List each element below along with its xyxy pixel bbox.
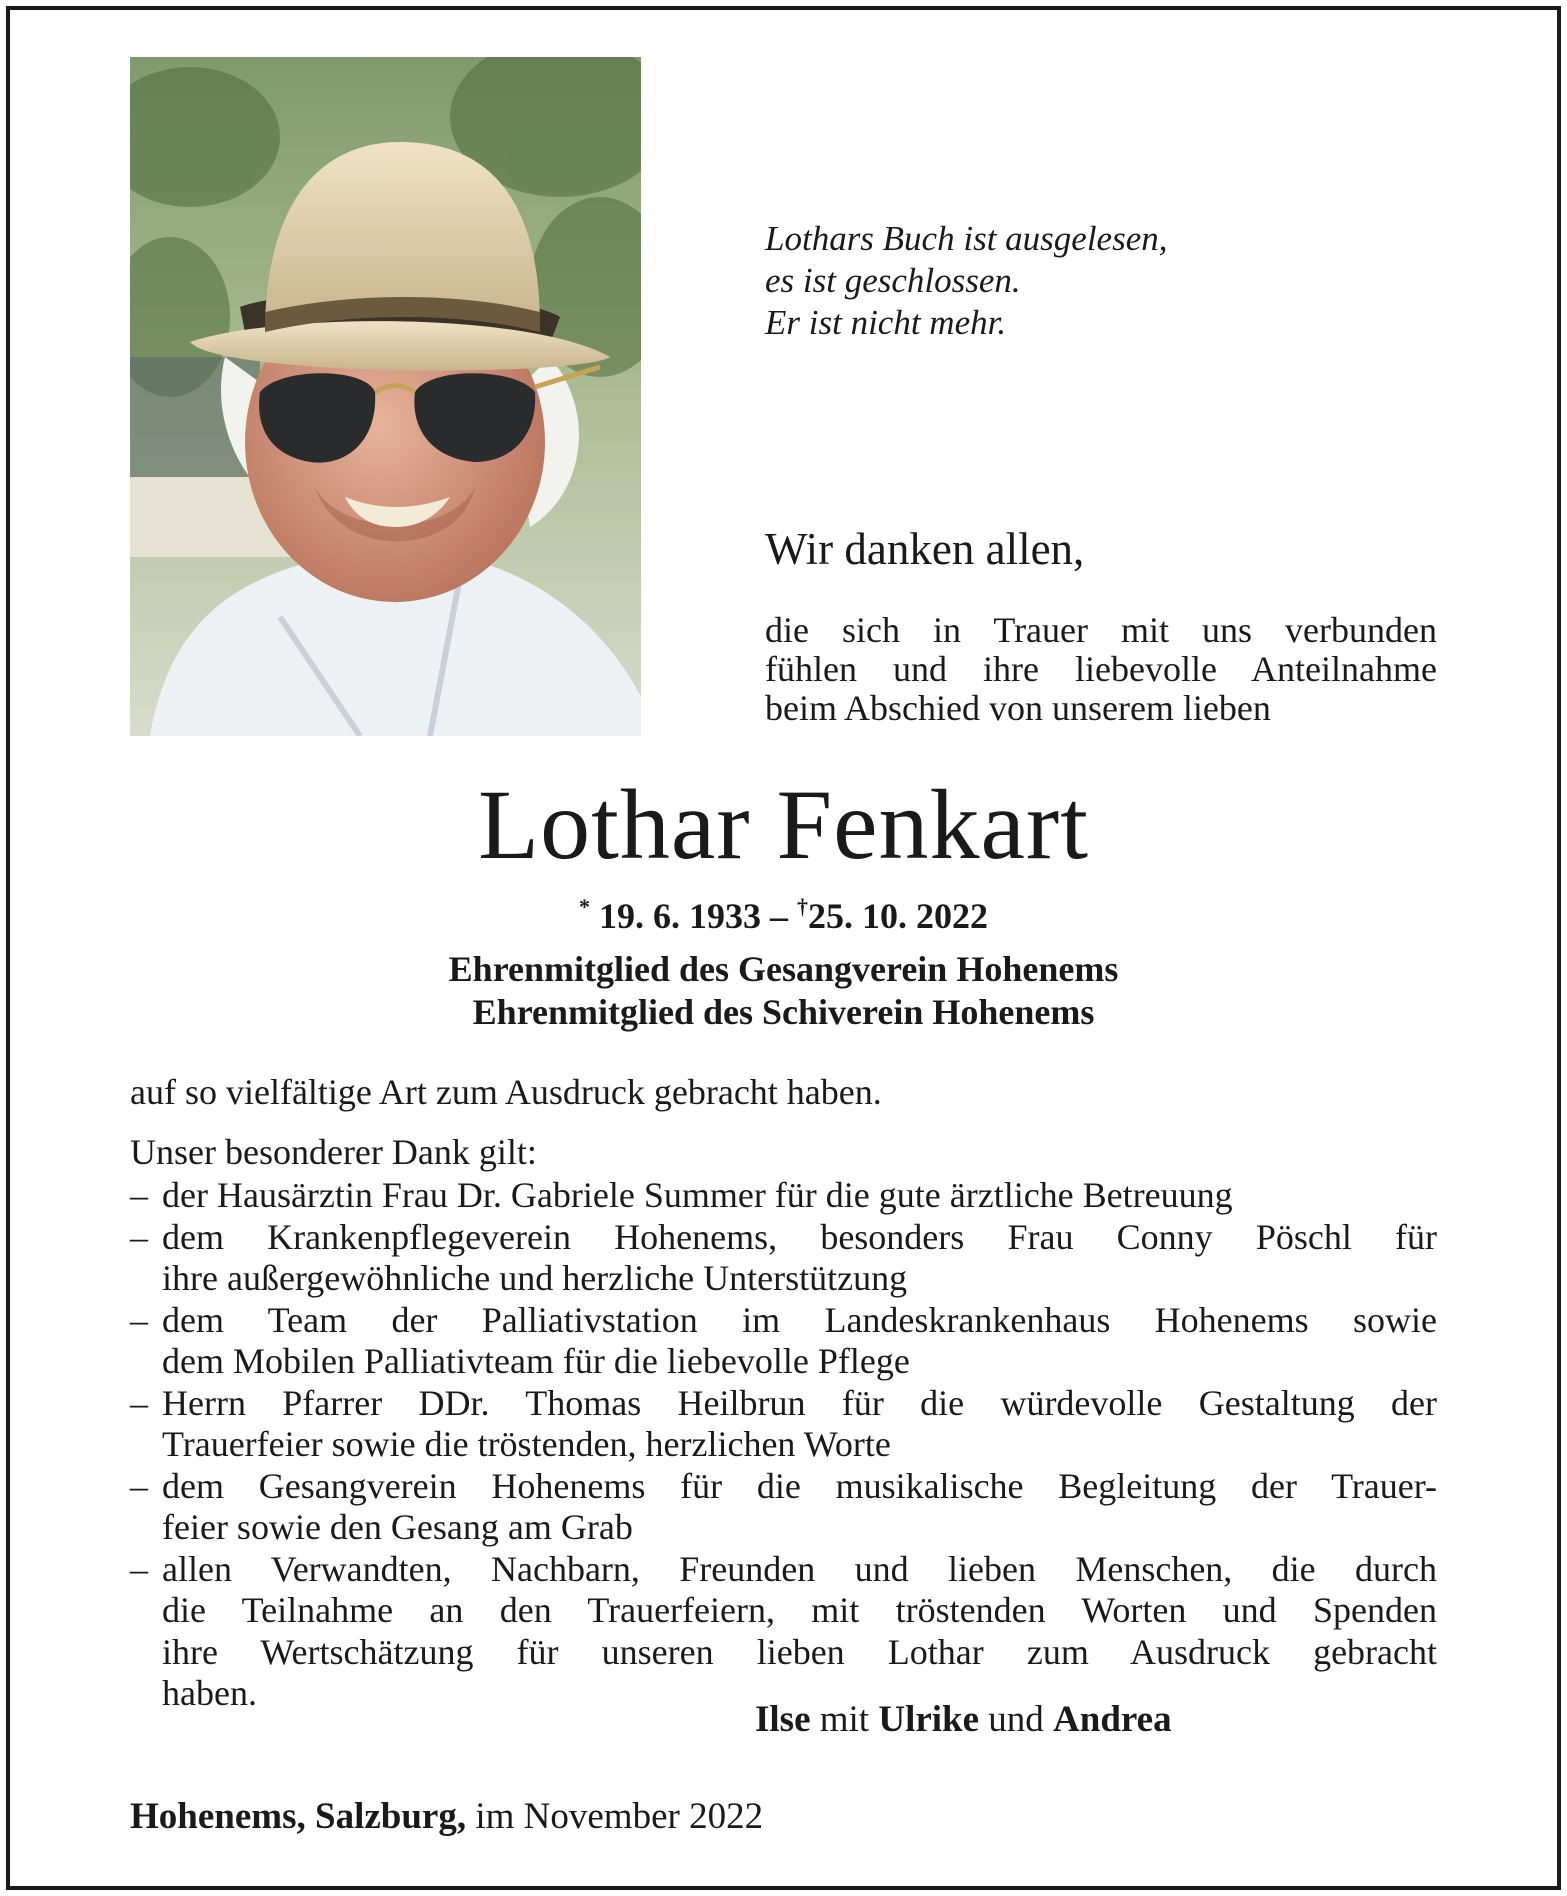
list-dash: – (130, 1382, 148, 1423)
signers (755, 1698, 1172, 1742)
thanks-list-item (130, 1383, 1437, 1466)
thanks-item-line: ihre außergewöhnliche und herzliche Unterstützung (162, 1258, 908, 1298)
thanks-line: die sich in Trauer mit uns verbunden (765, 610, 1437, 650)
thanks-item-line: dem Mobilen Palliativteam für die liebevolle Pflege (162, 1341, 910, 1381)
list-dash: – (130, 1299, 148, 1340)
honor-line: Ehrenmitglied des Gesangverein Hohenems (448, 949, 1119, 989)
thanks-list-item (130, 1217, 1437, 1300)
thanks-item-line: Herrn Pfarrer DDr. Thomas Heilbrun für die würdevolle Gestaltung der (162, 1382, 1437, 1423)
place-cities: Hohenems, Salzburg, (130, 1796, 467, 1837)
portrait-photo (130, 57, 641, 736)
thanks-item-line: dem Team der Palliativstation im Landeskrankenhaus Hohenems sowie (162, 1299, 1437, 1340)
thanks-item-line: der Hausärztin Frau Dr. Gabriele Summer für die gute ärztliche Betreuung (162, 1175, 1233, 1215)
thanks-list-item (130, 1466, 1437, 1549)
life-dates (0, 885, 1567, 938)
death-date: 25. 10. 2022 (808, 896, 988, 936)
list-dash: – (130, 1465, 148, 1506)
poem-line: es ist geschlossen. (765, 261, 1021, 300)
birth-date: 19. 6. 1933 (599, 896, 761, 936)
deceased-name: Lothar Fenkart (477, 769, 1090, 880)
portrait-image (130, 57, 641, 736)
thanks-list-item (130, 1175, 1437, 1217)
list-dash: – (130, 1216, 148, 1257)
thanks-heading: Wir danken allen, (765, 524, 1085, 574)
thanks-item-line: feier sowie den Gesang am Grab (162, 1507, 633, 1547)
thanks-list-item (130, 1300, 1437, 1383)
date-separator: – (770, 896, 788, 936)
closing-sentence: auf so vielfältige Art zum Ausdruck gebracht haben. (130, 1072, 882, 1112)
special-thanks-heading: Unser besonderer Dank gilt: (130, 1131, 537, 1172)
signer-name: Andrea (1053, 1699, 1172, 1740)
thanks-paragraph (765, 611, 1437, 728)
honors (0, 948, 1567, 1034)
thanks-details (130, 1072, 1437, 1715)
thanks-item-line: dem Krankenpflegeverein Hohenems, besonders Frau Conny Pöschl für (162, 1216, 1437, 1257)
signer-connector: und (988, 1699, 1044, 1740)
thanks-item-line: die Teilnahme an den Trauerfeiern, mit tröstenden Worten und Spenden (162, 1590, 1437, 1630)
honor-line: Ehrenmitglied des Schiverein Hohenems (472, 992, 1095, 1032)
thanks-item-line: allen Verwandten, Nachbarn, Freunden und lieben Menschen, die durch (162, 1548, 1437, 1589)
poem (765, 218, 1167, 344)
birth-mark: * (579, 894, 590, 919)
list-dash: – (130, 1175, 148, 1215)
poem-line: Er ist nicht mehr. (765, 303, 1007, 342)
thanks-line: beim Abschied von unserem lieben (765, 688, 1271, 728)
thanks-line: fühlen und ihre liebevolle Anteilnahme (765, 649, 1437, 689)
signer-name: Ulrike (878, 1699, 980, 1740)
place-date-text: im November 2022 (475, 1796, 764, 1837)
thanks-list (130, 1175, 1437, 1715)
thanks-item-line: haben. (162, 1673, 257, 1713)
signer-connector: mit (819, 1699, 870, 1740)
death-mark: † (797, 894, 808, 919)
thanks-item-line: dem Gesangverein Hohenems für die musikalische Begleitung der Trauer- (162, 1465, 1437, 1506)
signer-name: Ilse (755, 1699, 811, 1740)
thanks-item-line: Trauerfeier sowie die tröstenden, herzlichen Worte (162, 1424, 891, 1464)
place-date (130, 1795, 763, 1839)
thanks-item-line: ihre Wertschätzung für unseren lieben Lothar zum Ausdruck gebracht (162, 1631, 1437, 1672)
poem-line: Lothars Buch ist ausgelesen, (765, 219, 1168, 258)
list-dash: – (130, 1548, 148, 1589)
thanks-list-item (130, 1549, 1437, 1715)
